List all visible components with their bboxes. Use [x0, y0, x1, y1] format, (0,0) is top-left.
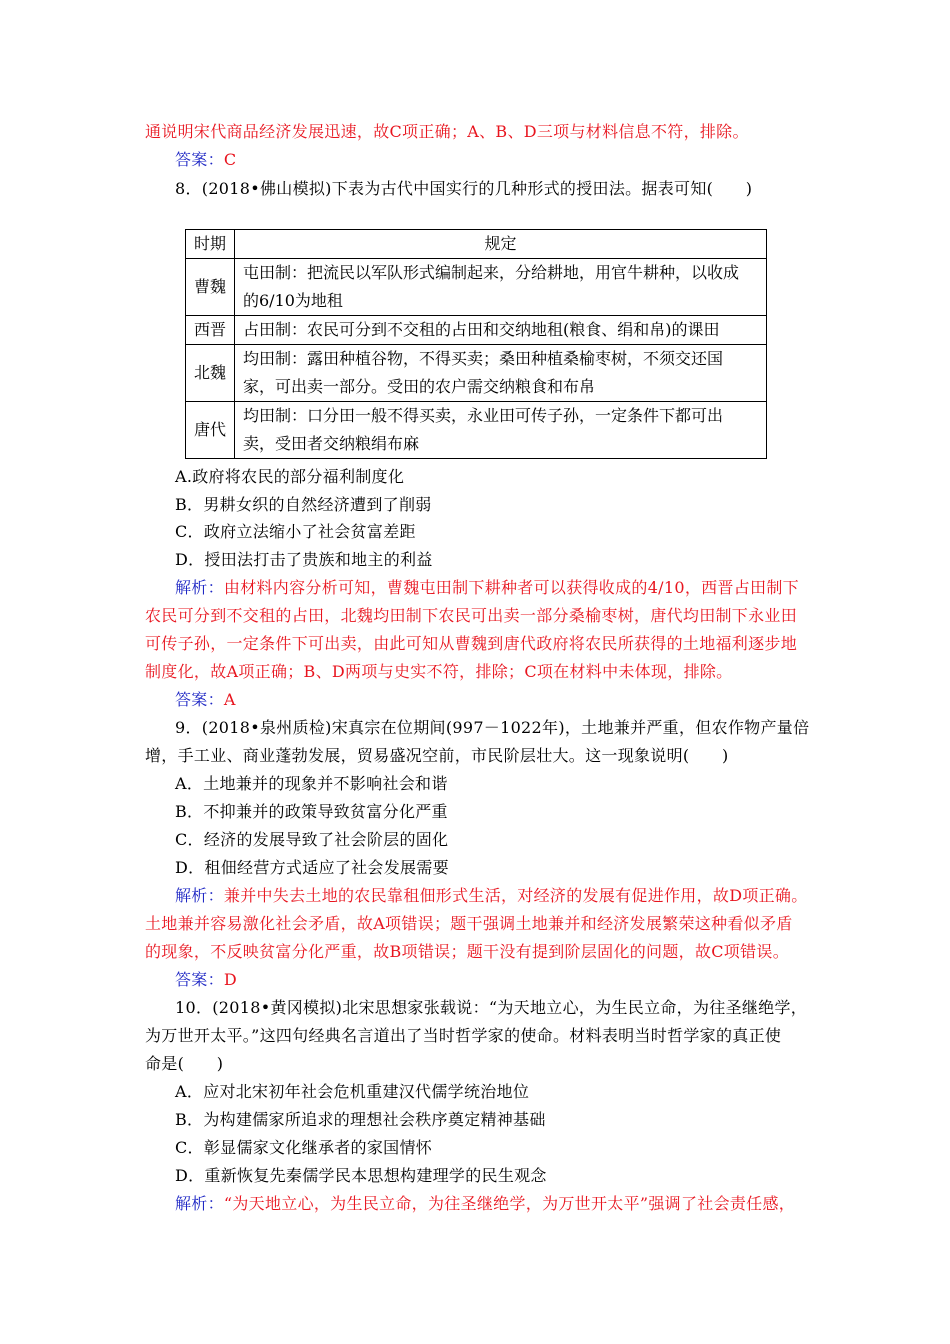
explanation-7-tail: 通说明宋代商品经济发展迅速，故C项正确；A、B、D三项与材料信息不符，排除。	[145, 122, 749, 141]
option-10-a: A．应对北宋初年社会危机重建汉代儒学统治地位	[175, 1082, 530, 1101]
row-rule: 均田制：露田种植谷物，不得买卖；桑田种植桑榆枣树，不须交还国 家，可出卖一部分。受田的农户需交纳粮食和布帛	[235, 345, 767, 402]
option-8-d: D．授田法打击了贵族和地主的利益	[175, 550, 433, 569]
table-row	[186, 316, 767, 345]
answer-9	[175, 966, 815, 994]
row-period: 曹魏	[186, 259, 235, 316]
explanation-label: 解析：	[175, 886, 224, 905]
table-header-row	[186, 230, 767, 259]
question-8-stem: 8．(2018•佛山模拟)下表为古代中国实行的几种形式的授田法。据表可知( )	[175, 179, 753, 198]
answer-7	[175, 146, 815, 174]
question-9-stem: 增，手工业、商业蓬勃发展，贸易盛况空前，市民阶层壮大。这一现象说明( )	[145, 746, 729, 765]
table-row	[186, 402, 767, 459]
answer-8	[175, 686, 815, 714]
explanation-9-line: 的现象，不反映贫富分化严重，故B项错误；题干没有提到阶层固化的问题，故C项错误。	[145, 942, 790, 961]
option-9-d: D．租佃经营方式适应了社会发展需要	[175, 858, 449, 877]
row-period: 北魏	[186, 345, 235, 402]
option-9-c: C．经济的发展导致了社会阶层的固化	[175, 830, 449, 849]
explanation-8-line: 可传子孙，一定条件下可出卖，由此可知从曹魏到唐代政府将农民所获得的土地福利逐步地	[145, 634, 798, 653]
explanation-label: 解析：	[175, 1194, 224, 1213]
row-period: 唐代	[186, 402, 235, 459]
explanation-8-line: 解析：由材料内容分析可知，曹魏屯田制下耕种者可以获得收成的4/10，西晋占田制下	[175, 578, 799, 597]
answer-value: D	[223, 970, 238, 989]
land-grant-table	[185, 229, 767, 459]
option-10-c: C．彰显儒家文化继承者的家国情怀	[175, 1138, 433, 1157]
table-row	[186, 259, 767, 316]
table-row	[186, 345, 767, 402]
row-rule: 屯田制：把流民以军队形式编制起来，分给耕地，用官牛耕种，以收成 的6/10为地租	[235, 259, 767, 316]
option-10-b: B．为构建儒家所追求的理想社会秩序奠定精神基础	[175, 1110, 546, 1129]
option-8-b: B．男耕女织的自然经济遭到了削弱	[175, 495, 432, 514]
explanation-8-line: 农民可分到不交租的占田，北魏均田制下农民可出卖一部分桑榆枣树，唐代均田制下永业田	[145, 606, 798, 625]
question-9-stem: 9．(2018•泉州质检)宋真宗在位期间(997－1022年)，土地兼并严重，但农作物产量倍	[175, 718, 810, 737]
explanation-label: 解析：	[175, 578, 224, 597]
explanation-9-line: 解析：兼并中失去土地的农民靠租佃形式生活，对经济的发展有促进作用，故D项正确。	[175, 886, 808, 905]
question-10-stem: 命是( )	[145, 1054, 224, 1073]
answer-label: 答案：	[175, 970, 224, 989]
row-rule: 均田制：口分田一般不得买卖，永业田可传子孙，一定条件下都可出 卖，受田者交纳粮绢布麻	[235, 402, 767, 459]
question-10-stem: 10．(2018•黄冈模拟)北宋思想家张载说：“为天地立心，为生民立命，为往圣继绝学，	[175, 998, 808, 1017]
option-8-c: C．政府立法缩小了社会贫富差距	[175, 522, 416, 541]
answer-value: C	[223, 150, 237, 169]
option-9-b: B．不抑兼并的政策导致贫富分化严重	[175, 802, 448, 821]
explanation-8-line: 制度化，故A项正确；B、D两项与史实不符，排除；C项在材料中未体现，排除。	[145, 662, 733, 681]
option-9-a: A．土地兼并的现象并不影响社会和谐	[175, 774, 448, 793]
answer-value: A	[223, 690, 236, 709]
question-10-stem: 为万世开太平。”这四句经典名言道出了当时哲学家的使命。材料表明当时哲学家的真正使	[145, 1026, 782, 1045]
row-period: 西晋	[186, 316, 235, 345]
option-10-d: D．重新恢复先秦儒学民本思想构建理学的民生观念	[175, 1166, 547, 1185]
option-8-a: A.政府将农民的部分福利制度化	[175, 467, 405, 486]
header-period: 时期	[186, 230, 235, 259]
answer-label: 答案：	[175, 690, 224, 709]
explanation-10-line: 解析：“为天地立心，为生民立命，为往圣继绝学，为万世开太平”强调了社会责任感，	[175, 1194, 796, 1213]
row-rule: 占田制：农民可分到不交租的占田和交纳地租(粮食、绢和帛)的课田	[235, 316, 767, 345]
answer-label: 答案：	[175, 150, 224, 169]
explanation-9-line: 土地兼并容易激化社会矛盾，故A项错误；题干强调土地兼并和经济发展繁荣这种看似矛盾	[145, 914, 793, 933]
header-rule: 规定	[235, 230, 767, 259]
